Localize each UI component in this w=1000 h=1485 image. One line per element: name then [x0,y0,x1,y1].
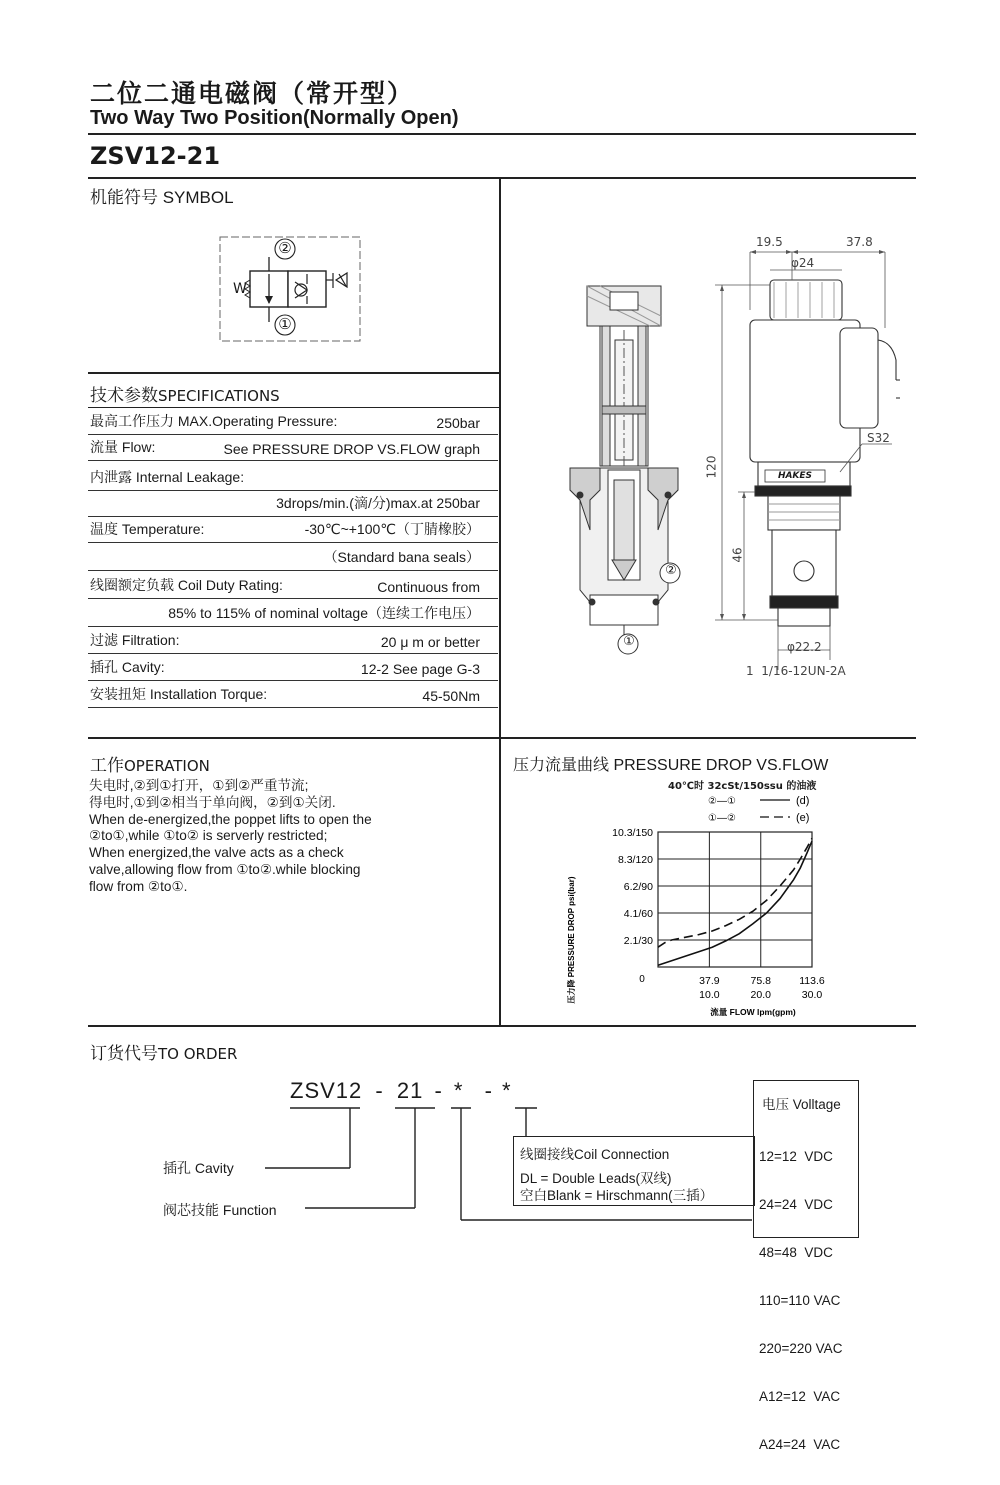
cross-section-view [570,286,678,635]
spec-row-flow [88,434,498,461]
spec-label: 最高工作压力 MAX.Operating Pressure: [90,413,338,429]
spec-row-coil-duty [88,572,498,599]
coil-connection-title: 线圈接线Coil Connection [520,1147,670,1162]
operation-line: flow from ②to①. [89,878,188,894]
chart-x-tick-gpm: 30.0 [801,989,823,1001]
chart-x-tick-lpm: 113.6 [799,975,825,987]
spec-row-leakage-value [88,490,498,517]
order-code-sep: - [434,1078,443,1103]
spec-label: 线圈额定负载 Coil Duty Rating: [90,577,283,593]
spec-row-filtration [88,627,498,654]
model-rule [88,177,916,179]
order-code-base: ZSV12 [290,1078,363,1103]
chart-x-tick-gpm: 20.0 [750,989,771,1001]
chart-title: 压力流量曲线 PRESSURE DROP VS.FLOW [513,757,829,774]
specs-section-title [90,381,280,406]
chart-y-tick: 8.3/120 [617,854,653,866]
voltage-list [759,1117,842,1485]
valve-drawing [540,230,900,690]
operation-line: When de-energized,the poppet lifts to open the [89,811,372,827]
legend-code-d: (d) [796,795,810,807]
spec-row-coil-voltage [88,600,498,627]
spec-value: See PRESSURE DROP VS.FLOW graph [223,441,480,457]
operation-line: 得电时,①到②相当于单向阀，②到①关闭. [89,794,336,810]
operation-line: valve,allowing flow from ①to②.while blocking [89,861,361,877]
coil-connection-dl: DL = Double Leads(双线) [520,1171,672,1186]
spec-value: 12-2 See page G-3 [360,661,480,677]
operation-line: ②to①,while ①to② is serverly restricted; [89,828,328,844]
chart-origin-label: 0 [639,974,645,985]
spec-value: 45-50Nm [422,688,480,704]
chart-x-tick-gpm: 10.0 [699,989,720,1001]
operation-description [89,778,489,896]
legend-label-e: ①—② [708,813,736,824]
order-code-voltage: * [502,1078,512,1103]
header-rule [88,133,916,135]
dim-s32: S32 [867,431,890,445]
middle-rule [88,737,916,739]
spec-value: 20 μ m or better [380,634,480,650]
chart-y-tick: 10.3/150 [612,827,653,839]
dim-37-8: 37.8 [846,235,873,249]
spec-row-pressure [88,408,498,435]
coil-connection-blank: 空白Blank = Hirschmann(三插） [520,1188,714,1203]
chart-subtitle: 40℃时 32cSt/150ssu 的油液 [668,781,817,792]
drawing-port-2: ② [665,563,677,578]
voltage-item: 48=48 VDC [759,1245,833,1260]
spec-label: 安装扭矩 Installation Torque: [90,686,268,702]
spec-row-leakage [88,464,498,491]
order-cavity-label: 插孔 Cavity [163,1160,234,1176]
lower-rule [88,1025,916,1027]
page-title-en: Two Way Two Position(Normally Open) [90,107,459,129]
dim-19-5: 19.5 [756,235,783,249]
chart-x-axis-label: 流量 FLOW lpm(gpm) [710,1007,796,1017]
voltage-item: 24=24 VDC [759,1197,833,1212]
voltage-title: 电压 Volltage [762,1097,841,1112]
side-view [750,280,900,626]
spec-row-seals [88,544,498,571]
order-code-sep: - [375,1078,384,1103]
order-code-coil: * [453,1078,464,1103]
symbol-section-title: 机能符号 SYMBOL [90,188,234,207]
spec-value: 85% to 115% of nominal voltage（连续工作电压） [168,605,480,621]
spec-row-cavity [88,654,498,681]
symbol-port-1: ① [278,315,292,333]
dim-46: 46 [730,547,745,563]
operation-line: 失电时,②到①打开，①到②严重节流; [89,778,309,793]
spec-row-torque [88,681,498,708]
thread-spec: 1 1/16-12UN-2A [746,664,846,678]
spec-label: 插孔 Cavity: [90,659,165,675]
coil-connection-box [513,1136,755,1206]
spec-label: 过滤 Filtration: [90,632,180,648]
order-code-function: 21 [396,1078,424,1103]
order-code-sep: - [484,1078,493,1103]
voltage-item: 220=220 VAC [759,1341,843,1356]
specs-title-cn: 技术参数 [90,386,158,406]
legend-label-d: ②—① [708,796,736,807]
brand-logo: HAKES [777,471,813,481]
pressure-drop-chart [560,790,860,1025]
spec-label: 内泄露 Internal Leakage: [90,469,245,485]
operation-line: When energized,the valve acts as a check [89,845,344,861]
chart-x-tick-lpm: 75.8 [750,975,771,987]
chart-y-axis-label: 压力降 PRESSURE DROP psi(bar) [567,876,576,1004]
dim-120: 120 [704,455,719,479]
voltage-item: 12=12 VDC [759,1149,833,1164]
order-title-en: TO ORDER [158,1045,238,1063]
dim-diameter-24: φ24 [791,256,815,270]
symbol-spring-label: W [233,281,247,297]
page-title-cn: 二位二通电磁阀（常开型） [90,79,415,108]
model-number: ZSV12-21 [90,142,221,170]
voltage-box [753,1080,859,1452]
spec-value: Continuous from [377,579,480,595]
operation-title-en: OPERATION [124,757,210,775]
spec-label: 温度 Temperature: [90,521,205,537]
specs-title-en: SPECIFICATIONS [158,387,280,405]
chart-y-tick: 2.1/30 [623,935,653,947]
voltage-item: A24=24 VAC [759,1437,841,1452]
chart-series-line-d [658,841,812,965]
column-divider [499,178,501,1026]
spec-value: 250bar [436,415,480,431]
operation-title-cn: 工作 [90,756,124,776]
symbol-bottom-rule [88,372,499,374]
chart-series-line-e [658,838,812,947]
operation-section-title [90,751,210,776]
spec-value: -30℃~+100℃（丁腈橡胶） [304,521,480,537]
chart-y-tick: 6.2/90 [623,881,653,893]
symbol-port-2: ② [278,239,292,257]
order-title-cn: 订货代号 [90,1044,158,1064]
spec-label: 流量 Flow: [90,439,156,455]
dim-diameter-22-2: φ22.2 [787,640,822,654]
voltage-item: A12=12 VAC [759,1389,841,1404]
chart-y-tick: 4.1/60 [623,908,653,920]
order-section-title [90,1039,237,1064]
spec-value: （Standard bana seals） [323,549,480,565]
chart-plot-frame [658,832,812,967]
spec-row-temperature [88,516,498,543]
voltage-item: 110=110 VAC [759,1293,841,1308]
drawing-port-1: ① [623,634,635,649]
order-function-label: 阀芯技能 Function [163,1202,277,1218]
chart-x-tick-lpm: 37.9 [699,975,720,987]
spec-value: 3drops/min.(滴/分)max.at 250bar [276,495,480,511]
legend-code-e: (e) [796,812,810,824]
